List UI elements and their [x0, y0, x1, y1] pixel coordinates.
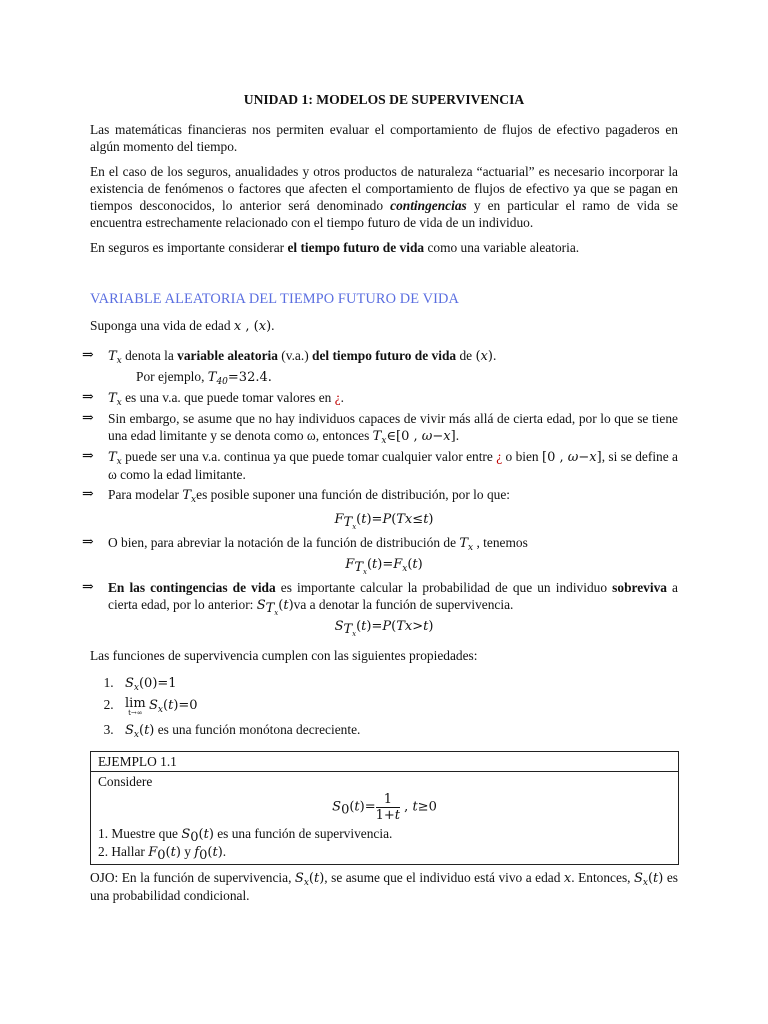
suppose-line: Suponga una vida de edad x , (x).: [90, 318, 275, 334]
suppose-text: Suponga una vida de edad: [90, 318, 234, 333]
properties-list: [90, 674, 678, 739]
b7-text-a: En las contingencias de vida: [108, 580, 276, 595]
b7-text-e: va a denotar la función de supervivencia.: [293, 597, 514, 612]
b4-text-a: puede ser una v.a. continua ya que puede tomar cualquier valor entre: [121, 449, 497, 464]
intro-text-2a: En el caso de los seguros, anualidades y otros productos de naturaleza “actuarial” es necesario incorporar la existencia de fenómenos o factores que afecten el comportamiento de flujos de efectivo ya que se pagan en tiempos desconocidos, lo anterior será denominado: [90, 164, 678, 213]
intro-text-2b: y en particular el ramo de vida se encuentra estrechamente relacionado con el tiempo futuro de vida de un individuo.: [90, 198, 678, 230]
b1-text-d: del tiempo futuro de vida: [312, 348, 457, 363]
ojo-text-a: OJO: En la función de supervivencia,: [90, 870, 295, 885]
b5-text-b: es posible suponer una función de distribución, por lo que:: [196, 487, 511, 502]
b1-text-e: de: [456, 348, 476, 363]
equation-cdf-short: $F_{T_x}(t)=F_x(t)$: [345, 557, 423, 576]
b1-text-b: variable aleatoria: [177, 348, 278, 363]
section-heading: VARIABLE ALEATORIA DEL TIEMPO FUTURO DE VIDA: [90, 291, 459, 307]
example-line: [90, 368, 678, 386]
b6-text: O bien, para abreviar la notación de la función de distribución de: [108, 535, 460, 550]
arrow-icon: ⇒: [82, 390, 94, 405]
b2-text: es una v.a. que puede tomar valores en: [121, 390, 335, 405]
math-tx: $T_x$: [108, 349, 122, 366]
intro-text-1: Las matemáticas financieras nos permiten evaluar el comportamiento de flujos de efectivo pagaderos en algún momento del tiempo.: [90, 122, 678, 154]
math-tx-in: $T_x$: [372, 429, 387, 446]
bullet-limit-age: ⇒ Sin embargo, se asume que no hay individuos capaces de vivir más allá de cierta edad, por lo que se tiene una edad limitante y se denota como ω, entonces $T_x\in[0$ , ω−x].: [82, 411, 678, 446]
example-considere: Considere: [98, 774, 153, 789]
intro-text-3a: En seguros es importante considerar: [90, 240, 288, 255]
page-title: UNIDAD 1: MODELOS DE SUPERVIVENCIA: [243, 92, 525, 107]
arrow-icon: ⇒: [82, 580, 94, 595]
math-tx: $T_x$: [108, 450, 122, 467]
example-text: Por ejemplo,: [136, 369, 208, 384]
intro-text-3b: como una variable aleatoria.: [424, 240, 580, 255]
property-2-value: =0: [178, 698, 198, 713]
b3-text: Sin embargo, se asume que no hay individuos capaces de vivir más allá de cierta edad, por lo que se tiene una edad limitante y se denota como ω, entonces: [108, 411, 678, 443]
math-paren: (: [475, 349, 481, 364]
math-x3: x: [480, 349, 488, 364]
math-t40: $T_{40}$: [207, 370, 228, 387]
b1-text-c: (v.a.): [277, 348, 313, 363]
example-equation: $S_0(t)=$ $\frac{1}{1+t}$ , t≥0: [332, 792, 437, 823]
lim-symbol: lim t→∞: [125, 696, 146, 717]
b4-text-c: , si se define a ω como la edad limitante.: [108, 449, 678, 482]
q2-text-a: 2. Hallar: [98, 844, 149, 859]
arrow-icon: ⇒: [82, 411, 94, 426]
intro-paragraph-3: [90, 239, 678, 256]
property-3-text: es una función monótona decreciente.: [154, 722, 361, 737]
b6-text-b: , tenemos: [473, 535, 528, 550]
example-question-2: 2. Hallar $F_0(t)$ y $f_0(t)$.: [98, 844, 227, 863]
q2-text-b: y: [180, 844, 195, 859]
property-2: 2. lim t→∞ $S_x(t)=0$: [117, 696, 678, 717]
ojo-text-d: es una probabilidad condicional.: [90, 870, 678, 903]
ojo-text-c: . Entonces,: [571, 870, 634, 885]
arrow-icon: ⇒: [82, 535, 94, 550]
missing-glyph: ¿: [496, 449, 503, 464]
math-stx: S: [256, 598, 266, 613]
arrow-icon: ⇒: [82, 348, 94, 363]
example-question-1: 1. Muestre que $S_0(t)$ es una función de supervivencia.: [98, 826, 393, 845]
bullet-abbreviate: [82, 534, 678, 553]
math-x2: x: [258, 319, 267, 334]
equation-cdf: $F_{T_x}(t)=P(Tx\le t)$: [334, 512, 434, 531]
math-interval-2: [0 , ω−x]: [542, 450, 602, 465]
b4-text-b: o bien: [502, 449, 542, 464]
example-body: [91, 772, 678, 864]
property-1: 1. $S_x(0)=1$: [117, 674, 678, 692]
bullet-continuous: [82, 448, 678, 483]
q1-text-b: es una función de supervivencia.: [213, 826, 393, 841]
tiempo-futuro-term: el tiempo futuro de vida: [287, 240, 425, 255]
properties-intro: Las funciones de supervivencia cumplen con las siguientes propiedades:: [90, 648, 478, 663]
property-1-value: =1: [157, 676, 177, 691]
arrow-icon: ⇒: [82, 487, 94, 502]
math-tx: $T_x$: [108, 391, 122, 408]
math-x: x: [233, 319, 242, 334]
bullet-model: [82, 486, 678, 505]
fraction: $\frac{1}{1+t}$: [375, 792, 401, 823]
bullet-tx-values: ⇒ $T_x$ es una v.a. que puede tomar valores en ¿.: [82, 390, 344, 408]
example-value: =32.4.: [227, 370, 272, 385]
b7-text-c: sobreviva: [612, 580, 667, 595]
b1-text-a: denota la: [121, 348, 178, 363]
bullet-tx-definition: ⇒ $T_x$ denota la variable aleatoria (v.a.) del tiempo futuro de vida de (x).: [82, 348, 497, 366]
intro-paragraph-2: [90, 163, 678, 231]
math-tx: $T_x$: [182, 488, 197, 505]
math-tx: $T_x$: [459, 536, 474, 553]
bullet-survival: ⇒ En las contingencias de vida es importante calcular la probabilidad de que un individuo sobreviva a cierta edad, por lo anterior: $S_{T_x}(t)va$ a denotar la función de supervivencia.: [82, 580, 679, 617]
b7-text-b: es importante calcular la probabilidad de que un individuo: [275, 580, 613, 595]
arrow-icon: ⇒: [82, 449, 94, 464]
q1-text-a: 1. Muestre que: [98, 826, 182, 841]
example-heading: EJEMPLO 1.1: [91, 752, 678, 772]
document-content: [82, 91, 679, 912]
property-3: 3. $S_x(t)$ es una función monótona decreciente.: [117, 721, 678, 739]
b7-text-d: a cierta edad, por lo anterior:: [108, 580, 679, 612]
ojo-text-b: , se asume que el individuo está vivo a edad: [324, 870, 564, 885]
contingencias-term: contingencias: [390, 198, 467, 213]
equation-survival: $S_{T_x}(t)=P(Tx>t)$: [334, 619, 434, 638]
math-close: ): [266, 319, 272, 334]
example-box: [90, 751, 679, 865]
missing-glyph: ¿: [334, 390, 341, 405]
ojo-note: OJO: En la función de supervivencia, $S_x(t)$, se asume que el individuo está vivo a edad x. Entonces, $S_x(t)$ es una probabilidad condicional.: [90, 870, 678, 903]
math-comma: , (: [241, 319, 259, 334]
b5-text-a: Para modelar: [108, 487, 183, 502]
math-paren-close: ): [487, 349, 493, 364]
math-interval: ∈[0 , ω−x]: [386, 429, 456, 444]
intro-paragraph-1: [90, 121, 678, 155]
